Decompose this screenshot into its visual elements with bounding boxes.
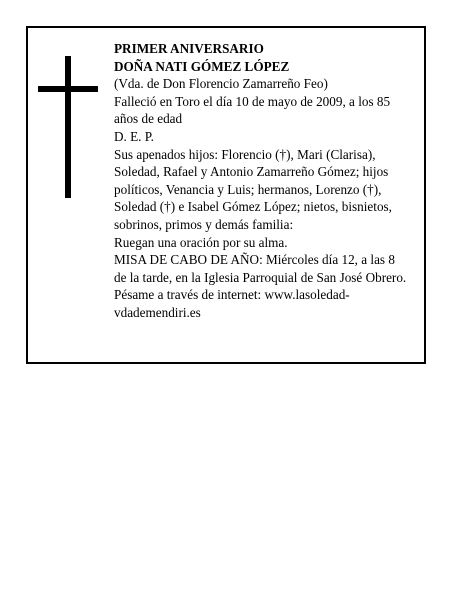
mass-line-1: MISA DE CABO DE AÑO: Miércoles día 12, a las 8 — [114, 252, 395, 268]
mass-line-2: de la tarde, en la Iglesia Parroquial de San José Obrero. — [114, 269, 407, 285]
widow-of-line: (Vda. de Don Florencio Zamarreño Feo) — [114, 76, 328, 92]
condolence-line-2: vdademendiri.es — [114, 304, 201, 320]
obituary-notice — [26, 26, 426, 364]
notice-text — [114, 40, 422, 322]
prayer-line: Ruegan una oración por su alma. — [114, 234, 288, 250]
death-line-1: Falleció en Toro el día 10 de mayo de 2009, a los 85 — [114, 93, 391, 109]
death-line-2: años de edad — [114, 111, 183, 127]
family-line-5: sobrinos, primos y demás familia: — [114, 216, 294, 232]
deceased-name: DOÑA NATI GÓMEZ LÓPEZ — [114, 58, 290, 74]
cross-vertical-bar — [65, 56, 71, 198]
cross-horizontal-bar — [38, 86, 98, 92]
family-line-2: Soledad, Rafael y Antonio Zamarreño Gómez; hijos — [114, 164, 389, 180]
cross-icon — [38, 56, 98, 198]
family-line-4: Soledad (†) e Isabel Gómez López; nietos, bisnietos, — [114, 199, 392, 215]
family-line-1: Sus apenados hijos: Florencio (†), Mari (Clarisa), — [114, 146, 376, 162]
family-line-3: políticos, Venancia y Luis; hermanos, Lorenzo (†), — [114, 181, 382, 197]
dep-line: D. E. P. — [114, 128, 154, 144]
condolence-line-1: Pésame a través de internet: www.lasoledad- — [114, 287, 350, 303]
notice-heading: PRIMER ANIVERSARIO — [114, 41, 264, 56]
